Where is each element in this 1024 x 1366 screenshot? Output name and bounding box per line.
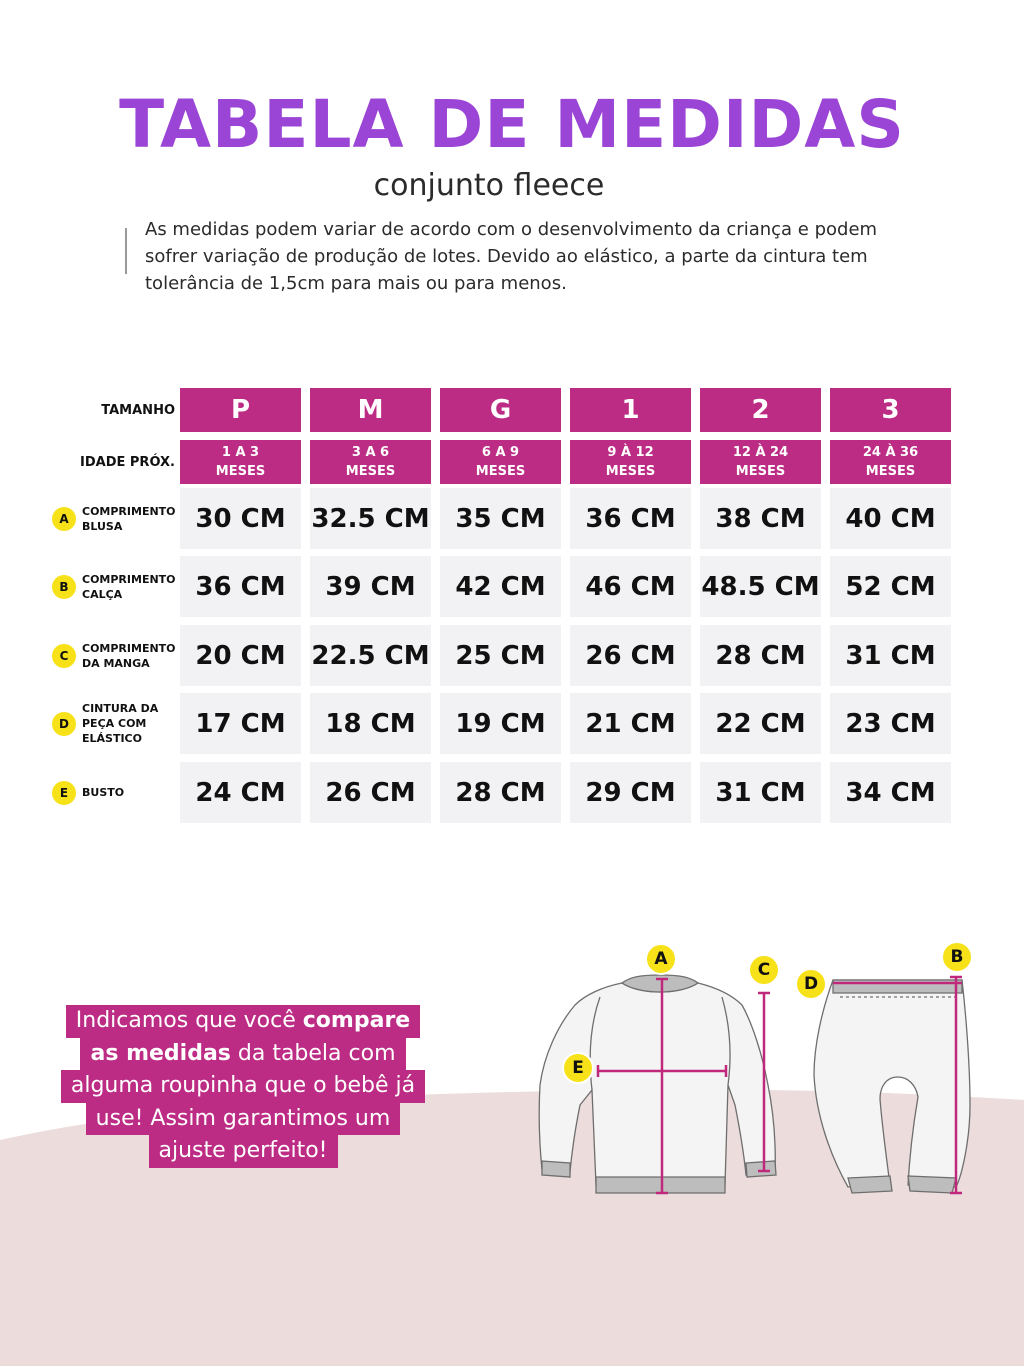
marker-b: B — [941, 941, 973, 973]
value-cell: 26 CM — [310, 762, 431, 823]
value-cell: 28 CM — [700, 625, 821, 686]
size-row-label: TAMANHO — [101, 402, 175, 418]
value-cell: 25 CM — [440, 625, 561, 686]
value-cell: 26 CM — [570, 625, 691, 686]
size-header-cell: 1 — [570, 388, 691, 432]
intro-accent-bar — [125, 228, 127, 274]
measure-label-a — [52, 488, 180, 549]
measure-label-d — [52, 693, 180, 754]
measure-name: COMPRIMENTO DA MANGA — [82, 641, 176, 670]
value-cell: 31 CM — [830, 625, 951, 686]
garment-measurement-diagram — [530, 935, 1000, 1205]
size-header-cell: 2 — [700, 388, 821, 432]
sweatshirt-drawing — [539, 975, 776, 1193]
compare-measurements-callout — [38, 1005, 448, 1168]
value-cell: 19 CM — [440, 693, 561, 754]
callout-line: use! Assim garantimos um — [86, 1103, 401, 1136]
size-header-cell: P — [180, 388, 301, 432]
value-cell: 36 CM — [570, 488, 691, 549]
value-cell: 38 CM — [700, 488, 821, 549]
marker-e: E — [562, 1052, 594, 1084]
value-cell: 23 CM — [830, 693, 951, 754]
value-cell: 46 CM — [570, 556, 691, 617]
value-cell: 32.5 CM — [310, 488, 431, 549]
measure-badge: D — [52, 712, 76, 736]
value-cell: 34 CM — [830, 762, 951, 823]
value-cell: 22.5 CM — [310, 625, 431, 686]
age-cell: 1 A 3 MESES — [180, 440, 301, 484]
value-cell: 21 CM — [570, 693, 691, 754]
measure-label-b — [52, 556, 180, 617]
callout-line: as medidas da tabela com — [80, 1038, 405, 1071]
value-cell: 20 CM — [180, 625, 301, 686]
measure-badge: A — [52, 507, 76, 531]
value-cell: 18 CM — [310, 693, 431, 754]
age-cell: 6 A 9 MESES — [440, 440, 561, 484]
value-cell: 30 CM — [180, 488, 301, 549]
callout-line: Indicamos que você compare — [66, 1005, 420, 1038]
measure-label-c — [52, 625, 180, 686]
marker-d: D — [795, 968, 827, 1000]
value-cell: 17 CM — [180, 693, 301, 754]
age-cell: 9 À 12 MESES — [570, 440, 691, 484]
value-cell: 40 CM — [830, 488, 951, 549]
value-cell: 35 CM — [440, 488, 561, 549]
value-cell: 31 CM — [700, 762, 821, 823]
value-cell: 52 CM — [830, 556, 951, 617]
age-cell: 3 A 6 MESES — [310, 440, 431, 484]
value-cell: 29 CM — [570, 762, 691, 823]
page-title: TABELA DE MEDIDAS — [119, 86, 905, 163]
size-header-cell: 3 — [830, 388, 951, 432]
intro-text: As medidas podem variar de acordo com o desenvolvimento da criança e podem sofrer variação de produção de lotes. Devido ao elástico, a parte da cintura tem tolerância de 1,5cm para mais ou para menos. — [145, 219, 878, 294]
measure-badge: B — [52, 575, 76, 599]
measure-name: COMPRIMENTO BLUSA — [82, 504, 176, 533]
value-cell: 42 CM — [440, 556, 561, 617]
callout-line: alguma roupinha que o bebê já — [61, 1070, 425, 1103]
callout-line: ajuste perfeito! — [149, 1135, 338, 1168]
age-cell: 24 À 36 MESES — [830, 440, 951, 484]
value-cell: 22 CM — [700, 693, 821, 754]
value-cell: 48.5 CM — [700, 556, 821, 617]
measure-label-e — [52, 762, 180, 823]
value-cell: 39 CM — [310, 556, 431, 617]
value-cell: 24 CM — [180, 762, 301, 823]
measure-badge: C — [52, 644, 76, 668]
size-header-cell: G — [440, 388, 561, 432]
measure-name: BUSTO — [82, 786, 125, 799]
marker-a: A — [645, 943, 677, 975]
age-cell: 12 À 24 MESES — [700, 440, 821, 484]
size-header-cell: M — [310, 388, 431, 432]
marker-c: C — [748, 954, 780, 986]
measure-name: CINTURA DA PEÇA COM ELÁSTICO — [82, 702, 159, 745]
pants-drawing — [814, 980, 970, 1193]
measure-name: COMPRIMENTO CALÇA — [82, 572, 176, 601]
age-row-label: IDADE PRÓX. — [80, 454, 175, 470]
measure-badge: E — [52, 781, 76, 805]
value-cell: 28 CM — [440, 762, 561, 823]
page-subtitle: conjunto fleece — [373, 168, 605, 203]
value-cell: 36 CM — [180, 556, 301, 617]
